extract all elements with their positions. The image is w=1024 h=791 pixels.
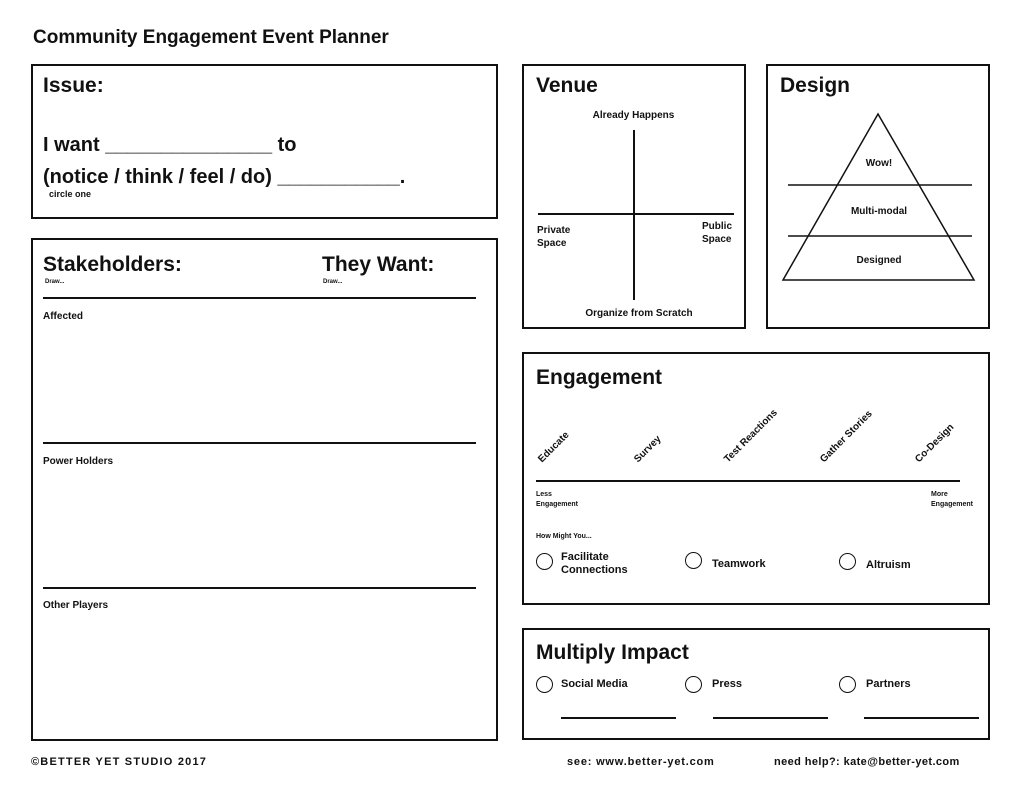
- teamwork-checkbox[interactable]: [685, 552, 702, 569]
- they-want-draw-note: Draw...: [323, 279, 343, 285]
- stakeholders-draw-note: Draw...: [45, 279, 65, 285]
- stakeholders-panel: [31, 238, 498, 741]
- design-pyramid: [768, 66, 987, 326]
- section-divider: [43, 587, 476, 589]
- design-level-multimodal: Multi-modal: [850, 206, 908, 217]
- design-panel: [766, 64, 990, 329]
- issue-line-2: (notice / think / feel / do) ___________.: [43, 166, 406, 188]
- scale-survey: Survey: [632, 433, 664, 465]
- section-divider: [43, 442, 476, 444]
- section-affected-label: Affected: [43, 311, 84, 322]
- engagement-scale-line: [536, 480, 960, 482]
- issue-panel: [31, 64, 498, 219]
- altruism-checkbox[interactable]: [839, 553, 856, 570]
- engagement-panel: [522, 352, 990, 605]
- social-media-label: Social Media: [561, 678, 628, 690]
- stakeholders-divider: [43, 297, 476, 299]
- press-label: Press: [712, 678, 742, 690]
- press-checkbox[interactable]: [685, 676, 702, 693]
- venue-vertical-axis: [633, 130, 635, 300]
- scale-co-design: Co-Design: [913, 421, 957, 465]
- help-email-link[interactable]: need help?: kate@better-yet.com: [774, 756, 960, 768]
- venue-horizontal-axis: [538, 213, 734, 215]
- venue-left-label: Private Space: [537, 225, 571, 249]
- partners-write-line[interactable]: [864, 717, 979, 719]
- issue-line-1: I want _______________ to: [43, 134, 297, 156]
- press-write-line[interactable]: [713, 717, 828, 719]
- how-might-you-label: How Might You...: [536, 533, 592, 540]
- more-engagement-label: More Engagement: [931, 491, 974, 508]
- partners-label: Partners: [866, 678, 911, 690]
- multiply-impact-panel: [522, 628, 990, 740]
- page-title: Community Engagement Event Planner: [33, 27, 389, 48]
- circle-one-note: circle one: [49, 189, 92, 199]
- stakeholders-title: Stakeholders:: [43, 253, 182, 276]
- scale-gather-stories: Gather Stories: [818, 408, 875, 465]
- venue-top-label: Already Happens: [592, 110, 675, 121]
- social-media-checkbox[interactable]: [536, 676, 553, 693]
- venue-right-label: Public Space: [702, 221, 733, 245]
- engagement-title: Engagement: [536, 366, 663, 389]
- section-power-holders-label: Power Holders: [43, 456, 114, 467]
- design-level-designed: Designed: [856, 255, 902, 266]
- teamwork-label: Teamwork: [712, 558, 766, 570]
- copyright-text: ©BETTER YET STUDIO 2017: [31, 756, 208, 768]
- facilitate-connections-checkbox[interactable]: [536, 553, 553, 570]
- venue-bottom-label: Organize from Scratch: [585, 308, 693, 319]
- issue-title: Issue:: [43, 74, 104, 97]
- scale-test-reactions: Test Reactions: [722, 407, 780, 465]
- social-media-write-line[interactable]: [561, 717, 676, 719]
- multiply-impact-title: Multiply Impact: [536, 641, 689, 664]
- partners-checkbox[interactable]: [839, 676, 856, 693]
- venue-title: Venue: [536, 74, 598, 97]
- website-link[interactable]: see: www.better-yet.com: [567, 756, 715, 768]
- scale-educate: Educate: [536, 429, 572, 465]
- facilitate-connections-label: Facilitate Connections: [561, 551, 628, 576]
- venue-panel: [522, 64, 746, 329]
- less-engagement-label: Less Engagement: [536, 491, 579, 508]
- design-level-wow: Wow!: [865, 158, 893, 169]
- section-other-players-label: Other Players: [43, 600, 109, 611]
- altruism-label: Altruism: [866, 559, 911, 571]
- design-title: Design: [780, 74, 851, 97]
- they-want-title: They Want:: [322, 253, 435, 276]
